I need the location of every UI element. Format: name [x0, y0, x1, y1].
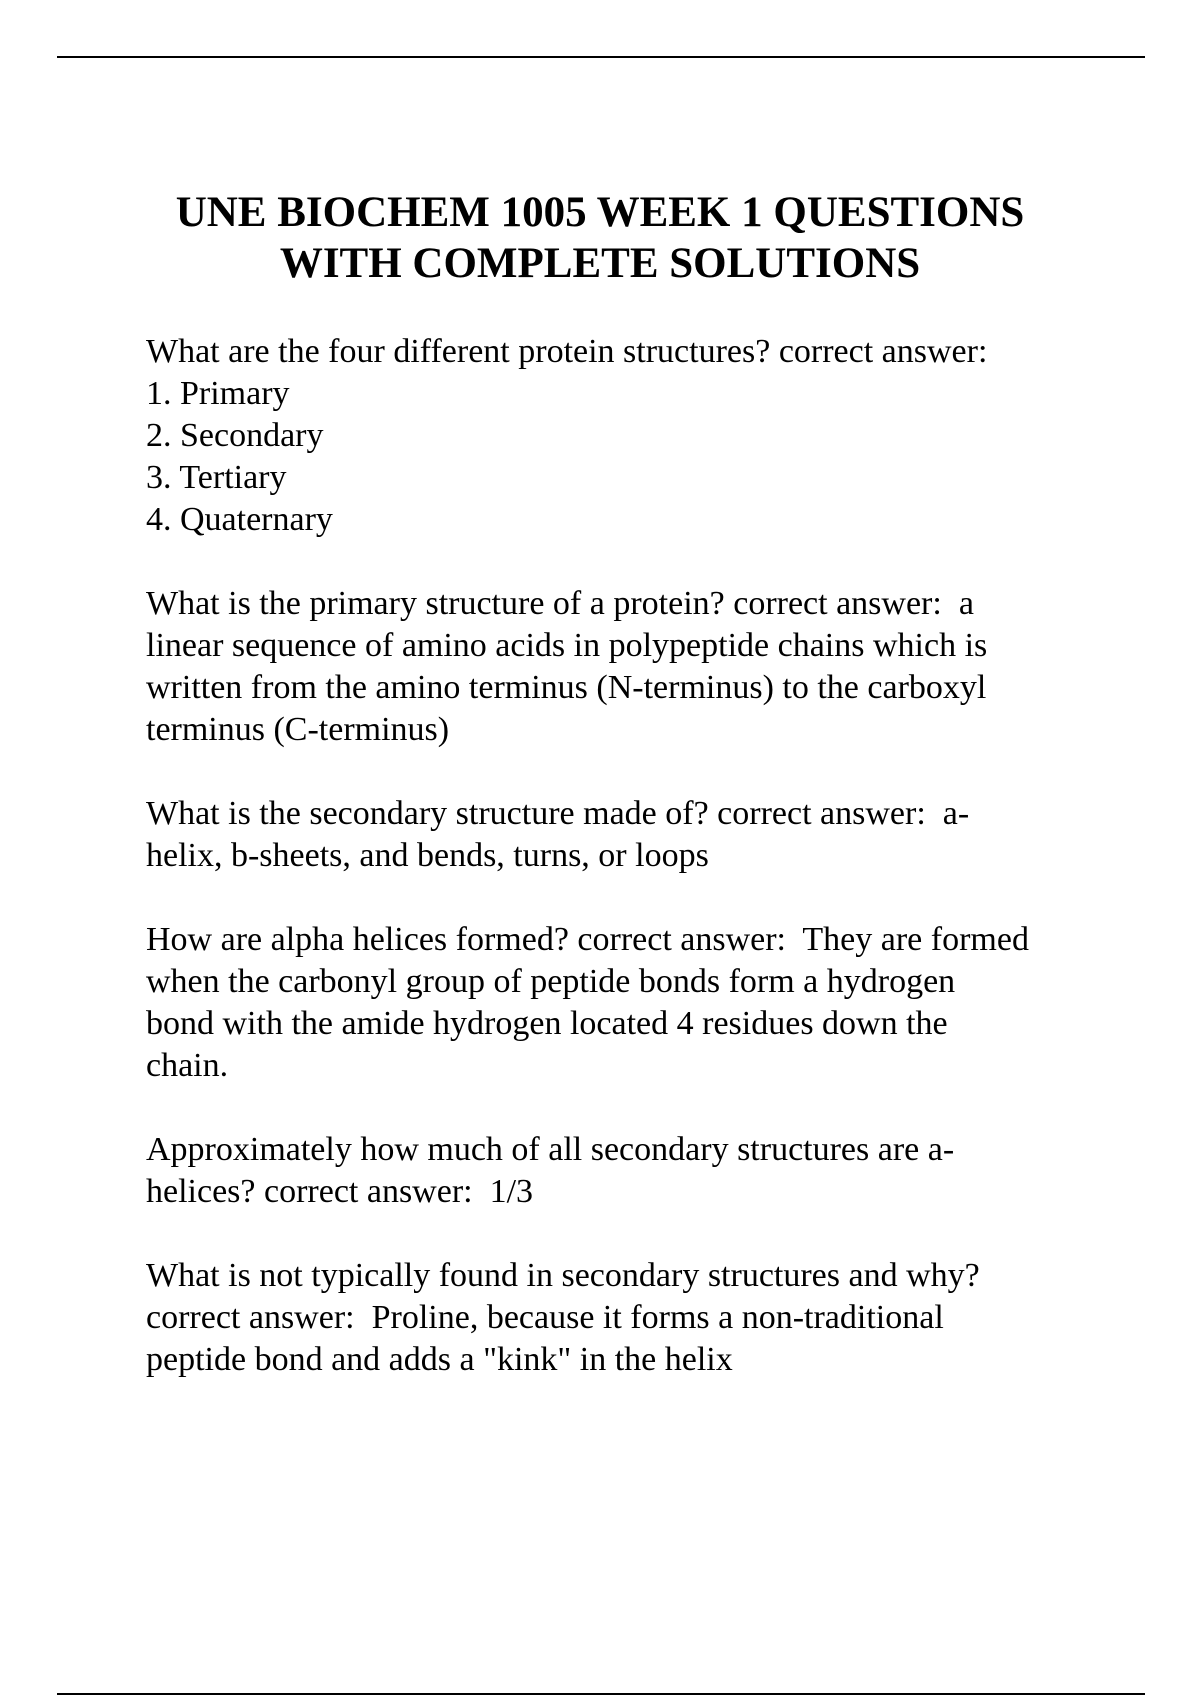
qa-line: 3. Tertiary: [146, 459, 287, 496]
title-line-1: UNE BIOCHEM 1005 WEEK 1 QUESTIONS: [175, 189, 1025, 236]
top-rule: [57, 56, 1145, 58]
qa-line: What is not typically found in secondary structures and why?: [146, 1257, 980, 1294]
qa-item-1: [146, 331, 1106, 541]
qa-line: written from the amino terminus (N-terminus) to the carboxyl: [146, 669, 987, 706]
title-line-2: WITH COMPLETE SOLUTIONS: [279, 240, 921, 287]
qa-line: What are the four different protein structures? correct answer:: [146, 333, 988, 370]
qa-line: terminus (C-terminus): [146, 711, 450, 748]
qa-line: peptide bond and adds a "kink" in the helix: [146, 1341, 733, 1378]
qa-line: bond with the amide hydrogen located 4 residues down the: [146, 1005, 948, 1042]
qa-line: chain.: [146, 1047, 229, 1084]
qa-item-3: [146, 793, 1106, 877]
qa-line: when the carbonyl group of peptide bonds form a hydrogen: [146, 963, 956, 1000]
qa-line: correct answer: Proline, because it forms a non-traditional: [146, 1299, 944, 1336]
qa-line: linear sequence of amino acids in polypeptide chains which is: [146, 627, 988, 664]
qa-line: Approximately how much of all secondary structures are a-: [146, 1131, 955, 1168]
qa-item-2: [146, 583, 1106, 751]
qa-line: helix, b-sheets, and bends, turns, or loops: [146, 837, 709, 874]
qa-item-5: [146, 1129, 1106, 1213]
qa-line: 4. Quaternary: [146, 501, 333, 538]
qa-line: What is the primary structure of a protein? correct answer: a: [146, 585, 974, 622]
document-title: [0, 187, 1200, 289]
qa-line: 1. Primary: [146, 375, 290, 412]
qa-line: How are alpha helices formed? correct answer: They are formed: [146, 921, 1029, 958]
qa-line: helices? correct answer: 1/3: [146, 1173, 534, 1210]
qa-line: 2. Secondary: [146, 417, 324, 454]
bottom-rule: [57, 1693, 1145, 1695]
qa-item-4: [146, 919, 1106, 1087]
qa-list: [146, 331, 1106, 1423]
qa-line: What is the secondary structure made of? correct answer: a-: [146, 795, 970, 832]
qa-item-6: [146, 1255, 1106, 1381]
